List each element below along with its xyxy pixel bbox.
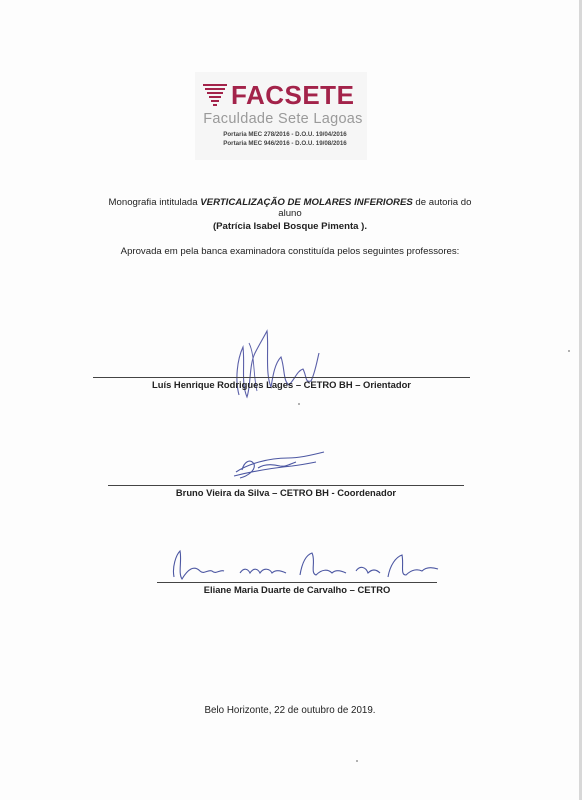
signature-line-2 — [108, 485, 464, 486]
facsete-logo — [195, 72, 367, 160]
signatory-3-name: Eliane Maria Duarte de Carvalho – CETRO — [203, 584, 391, 595]
signatory-1-name: Luís Henrique Rodrigues Lages – CETRO BH – Orientador — [152, 379, 411, 390]
logo-subtitle: Faculdade Sete Lagoas — [203, 111, 363, 127]
portaria-line-2: Portaria MEC 946/2016 - D.O.U. 19/08/2016 — [223, 140, 347, 147]
signature-1-image — [225, 325, 325, 403]
intro-after: de autoria do — [412, 197, 472, 208]
place-and-date: Belo Horizonte, 22 de outubro de 2019. — [204, 705, 376, 716]
signature-3-image — [160, 547, 445, 585]
signature-2-image — [228, 450, 328, 482]
monograph-title: VERTICALIZAÇÃO DE MOLARES INFERIORES — [200, 197, 413, 208]
facsete-emblem-icon — [203, 84, 227, 106]
logo-name: FACSETE — [231, 80, 355, 110]
portaria-line-1: Portaria MEC 278/2016 - D.O.U. 19/04/2016 — [223, 131, 347, 138]
scan-speck — [298, 403, 300, 405]
signature-line-1 — [93, 377, 470, 378]
scan-speck — [356, 760, 358, 762]
signature-line-3 — [157, 582, 437, 583]
aluno-label: aluno — [278, 208, 302, 219]
approval-statement: Aprovada em pela banca examinadora constituída pelos seguintes professores: — [120, 246, 460, 257]
scan-speck — [568, 350, 570, 352]
signatory-2-name: Bruno Vieira da Silva – CETRO BH - Coordenador — [175, 487, 397, 498]
author-name: (Patrícia Isabel Bosque Pimenta ). — [212, 221, 368, 232]
intro-before: Monografia intitulada — [108, 197, 201, 208]
